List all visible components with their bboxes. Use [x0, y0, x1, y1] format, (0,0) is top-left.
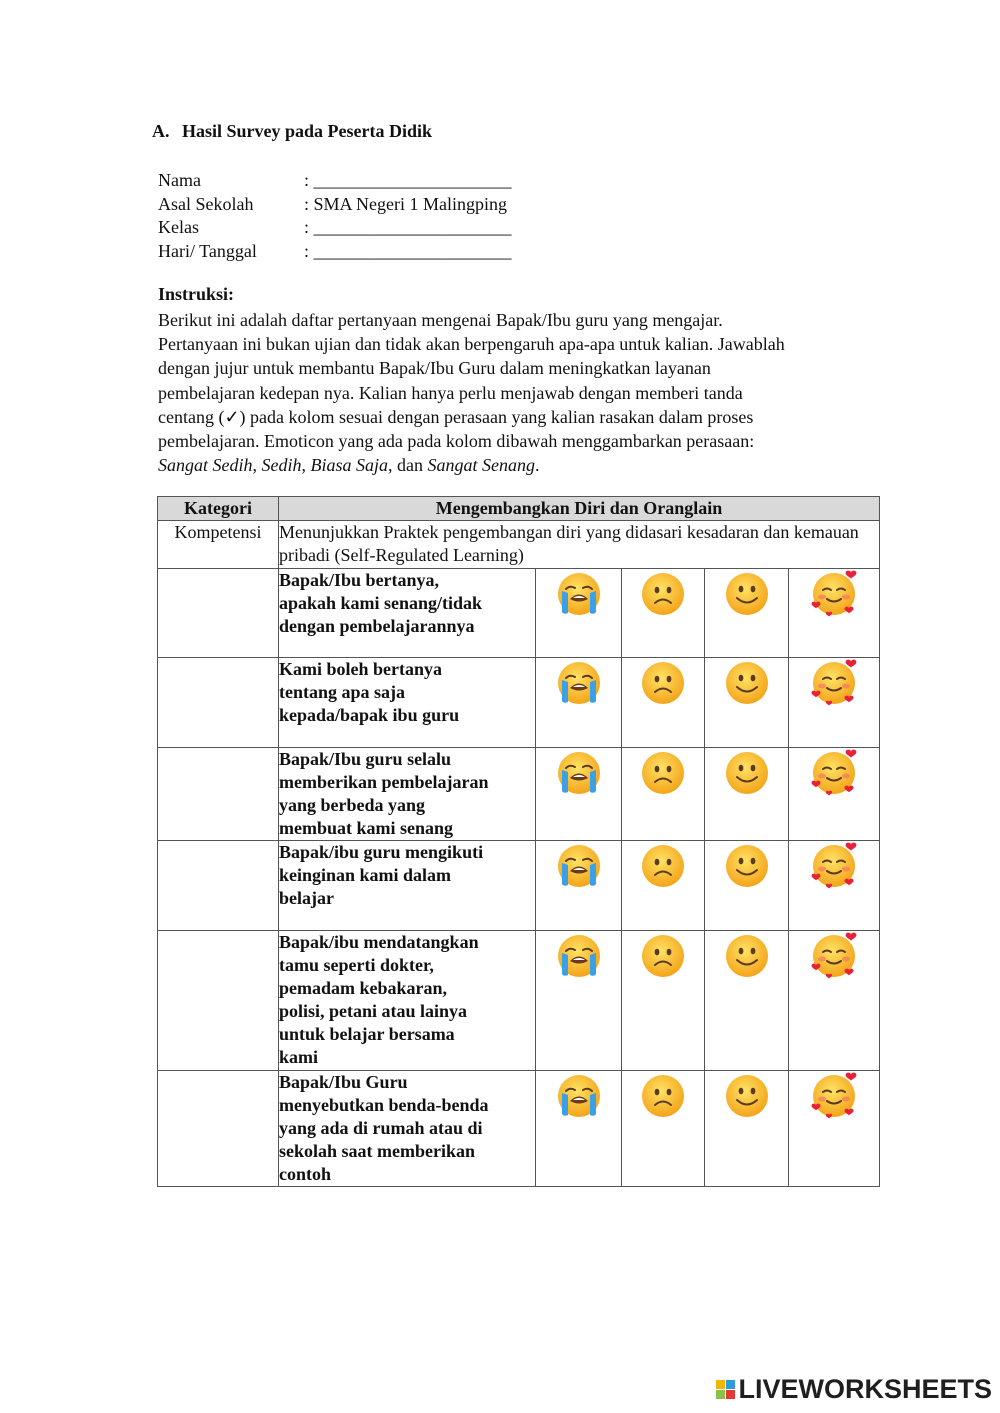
- instruction-line: Berikut ini adalah daftar pertanyaan mengenai Bapak/Ibu guru yang mengajar.: [158, 310, 723, 330]
- feeling-neutral: Biasa Saja: [310, 455, 389, 476]
- instruction-title: Instruksi:: [158, 284, 235, 304]
- smiling-face-with-hearts-icon: [809, 854, 859, 874]
- question-line: sekolah saat memberikan: [279, 1141, 476, 1161]
- crying-face-icon: [554, 944, 604, 964]
- emoticon-answer-cell[interactable]: [622, 931, 705, 1071]
- smiling-face-icon: [722, 671, 772, 691]
- question-line: kepada/bapak ibu guru: [279, 705, 460, 725]
- emoticon-answer-cell[interactable]: [536, 931, 622, 1071]
- emoticon-answer-cell[interactable]: [789, 841, 880, 931]
- question-line: Bapak/Ibu guru selalu: [279, 749, 452, 769]
- name-field[interactable]: : ______________________: [304, 170, 512, 190]
- instruction-line: dengan jujur untuk membantu Bapak/Ibu Guru dalam meningkatkan layanan: [158, 358, 711, 379]
- question-line: untuk belajar bersama: [279, 1024, 455, 1044]
- question-line: Bapak/Ibu Guru: [279, 1072, 408, 1092]
- emoticon-answer-cell[interactable]: [705, 931, 789, 1071]
- question-line: apakah kami senang/tidak: [279, 593, 483, 613]
- feeling-sad: Sedih: [261, 455, 302, 476]
- info-label: Hari/ Tanggal: [158, 240, 257, 261]
- question-line: kami: [279, 1047, 319, 1067]
- survey-table: [157, 496, 880, 1187]
- kategori-empty-cell: [158, 748, 279, 841]
- question-text: [279, 748, 536, 841]
- emoticon-answer-cell[interactable]: [622, 658, 705, 748]
- frowning-face-icon: [638, 671, 688, 691]
- instruction-line: Pertanyaan ini bukan ujian dan tidak akan berpengaruh apa-apa untuk kalian. Jawablah: [158, 334, 785, 355]
- question-line: Bapak/Ibu bertanya,: [279, 570, 440, 590]
- kategori-empty-cell: [158, 931, 279, 1071]
- smiling-face-with-hearts-icon: [809, 582, 859, 602]
- info-row-date: [158, 240, 512, 264]
- question-line: yang ada di rumah atau di: [279, 1118, 483, 1138]
- question-line: contoh: [279, 1164, 332, 1184]
- emoticon-answer-cell[interactable]: [536, 748, 622, 841]
- crying-face-icon: [554, 1084, 604, 1104]
- header-kategori: Kategori: [158, 497, 279, 521]
- question-line: keinginan kami dalam: [279, 865, 452, 885]
- kompetensi-label: Kompetensi: [158, 521, 279, 569]
- feelings-line: Sangat Sedih, Sedih, Biasa Saja, dan Sangat Senang.: [158, 455, 540, 476]
- table-row: [158, 841, 880, 931]
- question-line: Bapak/ibu mendatangkan: [279, 932, 479, 952]
- crying-face-icon: [554, 671, 604, 691]
- question-line: tamu seperti dokter,: [279, 955, 434, 975]
- table-row: [158, 658, 880, 748]
- info-label: Nama: [158, 170, 201, 190]
- date-field[interactable]: : ______________________: [304, 240, 512, 261]
- section-title: Hasil Survey pada Peserta Didik: [182, 121, 433, 141]
- info-label: Asal Sekolah: [158, 193, 254, 214]
- smiling-face-icon: [722, 854, 772, 874]
- smiling-face-with-hearts-icon: [809, 761, 859, 781]
- emoticon-answer-cell[interactable]: [789, 658, 880, 748]
- crying-face-icon: [554, 761, 604, 781]
- watermark-text: LIVEWORKSHEETS: [738, 1374, 992, 1404]
- info-row-nama: [158, 169, 512, 193]
- question-line: menyebutkan benda-benda: [279, 1095, 489, 1115]
- kategori-empty-cell: [158, 569, 279, 658]
- kategori-empty-cell: [158, 658, 279, 748]
- table-row: [158, 1071, 880, 1187]
- smiling-face-with-hearts-icon: [809, 671, 859, 691]
- smiling-face-icon: [722, 761, 772, 781]
- question-line: memberikan pembelajaran: [279, 772, 489, 792]
- emoticon-answer-cell[interactable]: [622, 841, 705, 931]
- section-letter: A.: [152, 121, 170, 141]
- question-text: [279, 658, 536, 748]
- liveworksheets-logo: [716, 1374, 992, 1405]
- smiling-face-icon: [722, 1084, 772, 1104]
- smiling-face-with-hearts-icon: [809, 1084, 859, 1104]
- question-line: yang berbeda yang: [279, 795, 426, 815]
- kategori-empty-cell: [158, 841, 279, 931]
- smiling-face-with-hearts-icon: [809, 944, 859, 964]
- instruction-line: pembelajaran. Emoticon yang ada pada kolom dibawah menggambarkan perasaan:: [158, 431, 755, 452]
- emoticon-answer-cell[interactable]: [705, 569, 789, 658]
- kompetensi-description: Menunjukkan Praktek pengembangan diri yang didasari kesadaran dan kemauan pribadi (Self-Regulated Learning): [279, 521, 880, 569]
- question-line: Kami boleh bertanya: [279, 659, 443, 679]
- emoticon-answer-cell[interactable]: [536, 1071, 622, 1187]
- question-line: belajar: [279, 888, 334, 908]
- question-line: Bapak/ibu guru mengikuti: [279, 842, 484, 862]
- emoticon-answer-cell[interactable]: [789, 569, 880, 658]
- instruction-text: [158, 308, 785, 477]
- frowning-face-icon: [638, 582, 688, 602]
- question-line: pemadam kebakaran,: [279, 978, 448, 998]
- question-line: polisi, petani atau lainya: [279, 1001, 468, 1021]
- emoticon-answer-cell[interactable]: [705, 748, 789, 841]
- emoticon-answer-cell[interactable]: [789, 748, 880, 841]
- crying-face-icon: [554, 854, 604, 874]
- info-row-school: [158, 193, 512, 217]
- frowning-face-icon: [638, 854, 688, 874]
- frowning-face-icon: [638, 761, 688, 781]
- kompetensi-row: [158, 521, 880, 569]
- feeling-very-sad: Sangat Sedih: [158, 455, 253, 476]
- emoticon-answer-cell[interactable]: [705, 841, 789, 931]
- smiling-face-icon: [722, 944, 772, 964]
- emoticon-answer-cell[interactable]: [622, 1071, 705, 1187]
- question-text: [279, 1071, 536, 1187]
- smiling-face-icon: [722, 582, 772, 602]
- emoticon-answer-cell[interactable]: [789, 931, 880, 1071]
- school-value: : SMA Negeri 1 Malingping: [304, 193, 507, 214]
- header-title: Mengembangkan Diri dan Oranglain: [279, 497, 880, 521]
- instruction-line: pembelajaran kedepan nya. Kalian hanya perlu menjawab dengan memberi tanda: [158, 382, 743, 403]
- crying-face-icon: [554, 582, 604, 602]
- emoticon-answer-cell[interactable]: [536, 569, 622, 658]
- table-row: [158, 748, 880, 841]
- emoticon-answer-cell[interactable]: [789, 1071, 880, 1187]
- kategori-empty-cell: [158, 1071, 279, 1187]
- emoticon-answer-cell[interactable]: [705, 1071, 789, 1187]
- question-line: membuat kami senang: [279, 818, 454, 838]
- question-text: [279, 931, 536, 1071]
- table-header-row: [158, 497, 880, 521]
- instruction-line: centang (✓) pada kolom sesuai dengan perasaan yang kalian rasakan dalam proses: [158, 406, 754, 427]
- emoticon-answer-cell[interactable]: [622, 748, 705, 841]
- student-info: [158, 169, 512, 263]
- emoticon-answer-cell[interactable]: [705, 658, 789, 748]
- class-field[interactable]: : ______________________: [304, 217, 512, 237]
- info-row-kelas: [158, 216, 512, 240]
- question-text: [279, 841, 536, 931]
- liveworksheets-logo-mark: [716, 1380, 735, 1399]
- emoticon-answer-cell[interactable]: [536, 658, 622, 748]
- question-line: dengan pembelajarannya: [279, 616, 475, 636]
- section-heading: [152, 121, 432, 142]
- table-row: [158, 931, 880, 1071]
- question-line: tentang apa saja: [279, 682, 406, 702]
- question-text: [279, 569, 536, 658]
- table-row: [158, 569, 880, 658]
- frowning-face-icon: [638, 1084, 688, 1104]
- info-label: Kelas: [158, 217, 199, 237]
- feeling-very-happy: Sangat Senang: [427, 455, 536, 476]
- frowning-face-icon: [638, 944, 688, 964]
- emoticon-answer-cell[interactable]: [536, 841, 622, 931]
- emoticon-answer-cell[interactable]: [622, 569, 705, 658]
